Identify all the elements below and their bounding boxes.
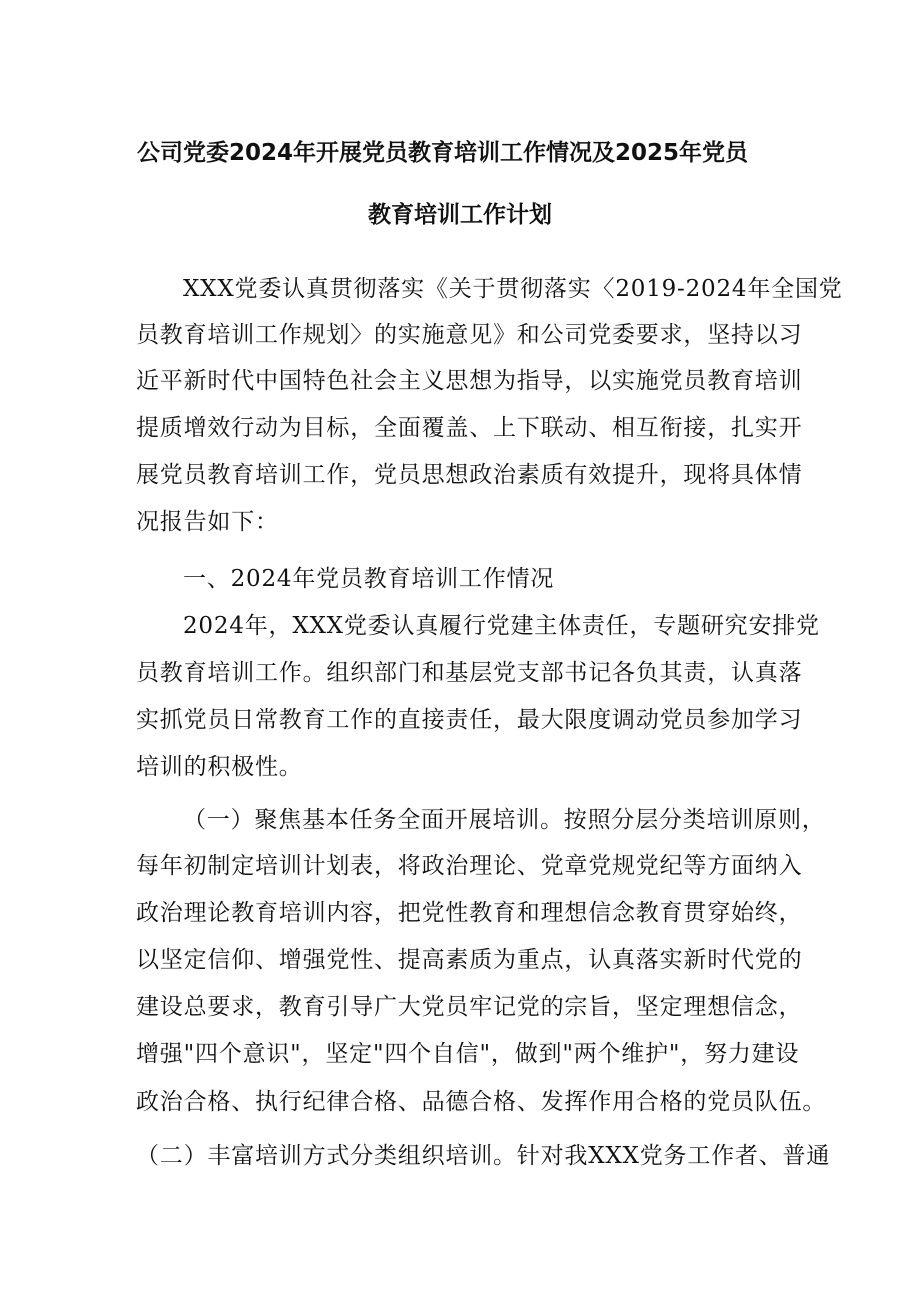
paragraph-line: 实抓党员日常教育工作的直接责任，最大限度调动党员参加学习	[136, 707, 803, 733]
paragraph-line: 以坚定信仰、增强党性、提高素质为重点，认真落实新时代党的	[136, 947, 803, 973]
paragraph-line: 建设总要求，教育引导广大党员牢记党的宗旨，坚定理想信念，	[136, 994, 803, 1020]
paragraph-line: 员教育培训工作规划〉的实施意见》和公司党委要求，坚持以习	[136, 322, 803, 348]
paragraph-line: 政治合格、执行纪律合格、品德合格、发挥作用合格的党员队伍。	[136, 1089, 827, 1115]
paragraph-line: 培训的积极性。	[136, 754, 303, 780]
paragraph-line: 提质增效行动为目标，全面覆盖、上下联动、相互衔接，扎实开	[136, 415, 803, 441]
paragraph-line: （二）丰富培训方式分类组织培训。针对我XXX党务工作者、普通	[136, 1143, 831, 1169]
paragraph-line: 政治理论教育培训内容，把党性教育和理想信念教育贯穿始终，	[136, 900, 803, 926]
document-title-line-2: 教育培训工作计划	[368, 202, 552, 228]
paragraph-line: XXX党委认真贯彻落实《关于贯彻落实〈2019-2024年全国党	[183, 276, 843, 302]
paragraph-line: 增强"四个意识"，坚定"四个自信"，做到"两个维护"，努力建设	[136, 1041, 800, 1067]
paragraph-line: 员教育培训工作。组织部门和基层党支部书记各负其责，认真落	[136, 660, 803, 686]
paragraph-line: 2024年，XXX党委认真履行党建主体责任，专题研究安排党	[183, 613, 820, 639]
section-heading: 一、2024年党员教育培训工作情况	[183, 566, 555, 592]
paragraph-line: （一）聚焦基本任务全面开展培训。按照分层分类培训原则，	[183, 807, 826, 833]
paragraph-line: 况报告如下：	[136, 509, 279, 535]
paragraph-line: 展党员教育培训工作，党员思想政治素质有效提升，现将具体情	[136, 462, 803, 488]
paragraph-line: 近平新时代中国特色社会主义思想为指导，以实施党员教育培训	[136, 368, 803, 394]
document-title-line-1: 公司党委2024年开展党员教育培训工作情况及2025年党员	[137, 140, 749, 166]
paragraph-line: 每年初制定培训计划表，将政治理论、党章党规党纪等方面纳入	[136, 853, 803, 879]
